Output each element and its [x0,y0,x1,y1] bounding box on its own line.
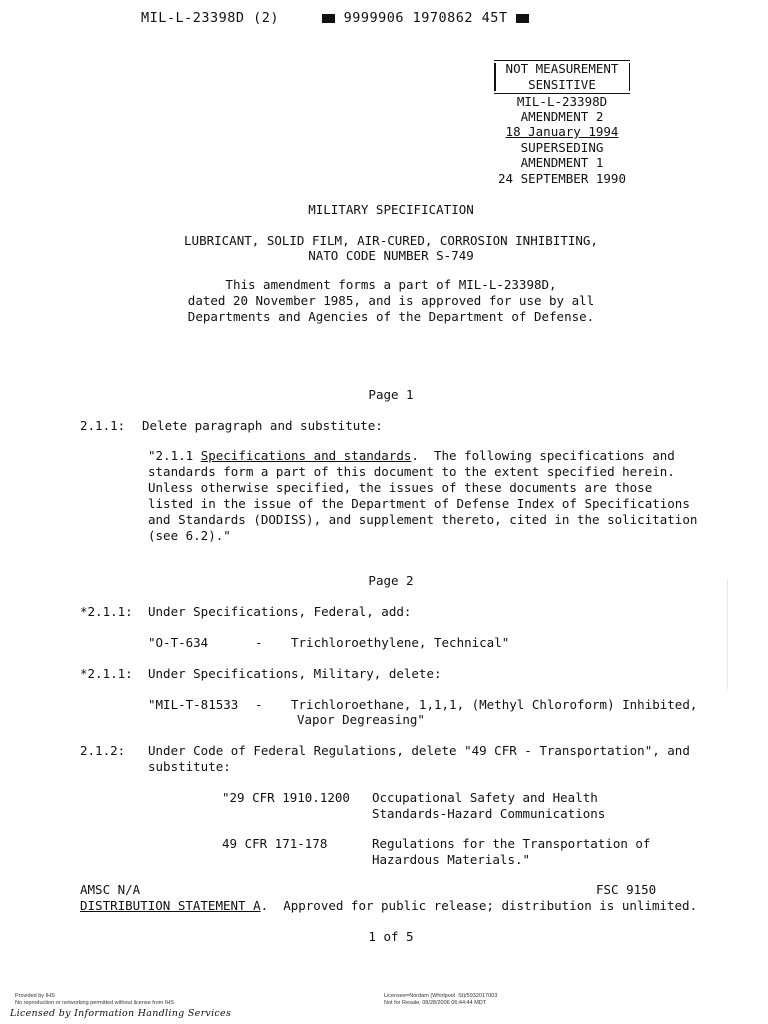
quote-title: Specifications and standards [200,448,412,463]
provider-line-1: Provided by IHS [15,993,55,999]
stamp-line1: NOT MEASUREMENT [505,61,619,76]
barcode-line [322,10,529,26]
amsc-label: AMSC N/A [80,882,141,897]
stamp-prev-amendment: AMENDMENT 1 [520,155,604,170]
provider-line-2: No reproduction or networking permitted without license from IHS [15,1000,174,1006]
quote-start: "2.1.1 [148,448,201,463]
barcode-mark-left [322,14,335,23]
intro-line-1: This amendment forms a part of MIL-L-23398D, [225,277,557,292]
subject-line-1: LUBRICANT, SOLID FILM, AIR-CURED, CORROSION INHIBITING, [184,233,598,248]
quote-first-line [148,448,675,464]
para-text: Delete paragraph and substitute: [142,418,383,433]
licensee-line-2: Not for Resale, 08/28/2006 06:44:44 MDT [384,1000,487,1006]
spec1-desc: Trichloroethylene, Technical" [291,635,510,650]
quote-line: listed in the issue of the Department of Defense Index of Specifications [148,496,690,511]
item-text: Under Specifications, Federal, add: [148,604,412,619]
distribution-text: . Approved for public release; distribution is unlimited. [260,898,698,913]
page2-heading: Page 2 [368,573,414,588]
cfr1-desc-cont: Standards-Hazard Communications [372,806,606,821]
scan-artifact-mark [727,580,732,690]
item-number: *2.1.1: [80,604,133,619]
document-id: MIL-L-23398D (2) [141,10,280,26]
spec2-id: "MIL-T-81533 [148,697,239,712]
item-text-cont: substitute: [148,759,231,774]
stamp-amendment: AMENDMENT 2 [520,109,604,124]
barcode-mark-right [516,14,529,23]
cfr1-desc: Occupational Safety and Health [372,790,598,805]
spec-type-title: MILITARY SPECIFICATION [308,202,474,217]
spec2-dash: - [255,697,263,712]
distribution-label: DISTRIBUTION STATEMENT A [80,898,261,913]
barcode-number: 9999906 1970862 45T [343,10,508,26]
page1-heading: Page 1 [368,387,414,402]
quote-line: Unless otherwise specified, the issues of these documents are those [148,480,653,495]
intro-line-2: dated 20 November 1985, and is approved for use by all [187,293,595,308]
cfr1-id: "29 CFR 1910.1200 [222,790,350,805]
cfr2-desc-cont: Hazardous Materials." [372,852,531,867]
fsc-label: FSC 9150 [596,882,657,897]
cfr2-id: 49 CFR 171-178 [222,836,328,851]
spec1-dash: - [255,635,263,650]
cfr2-desc: Regulations for the Transportation of [372,836,651,851]
para-number: 2.1.1: [80,418,126,433]
item-text: Under Specifications, Military, delete: [148,666,442,681]
page-count: 1 of 5 [368,929,414,944]
measurement-sensitivity-box [494,60,630,94]
spec2-desc: Trichloroethane, 1,1,1, (Methyl Chloroform) Inhibited, [291,697,698,712]
item-text: Under Code of Federal Regulations, delete "49 CFR - Transportation", and [148,743,690,758]
stamp-doc: MIL-L-23398D [516,94,608,109]
item-number: *2.1.1: [80,666,133,681]
licensee-line-1: Licensee=Nordam (Whirlpool St)/5932017003 [384,993,498,999]
spec2-desc-cont: Vapor Degreasing" [297,712,425,727]
spec1-id: "O-T-634 [148,635,209,650]
intro-line-3: Departments and Agencies of the Department of Defense. [187,309,595,324]
quote-line: standards form a part of this document to the extent specified herein. [148,464,675,479]
stamp-date: 18 January 1994 [505,124,619,139]
quote-rest: . The following specifications and [411,448,675,463]
stamp-prev-date: 24 SEPTEMBER 1990 [498,171,626,186]
distribution-statement [80,898,697,914]
subject-line-2: NATO CODE NUMBER S-749 [308,248,474,263]
licensed-by: Licensed by Information Handling Services [10,1008,232,1019]
item-number: 2.1.2: [80,743,126,758]
quote-line: (see 6.2)." [148,528,231,543]
stamp-superseding: SUPERSEDING [520,140,604,155]
stamp-line2: SENSITIVE [528,77,596,92]
quote-line: and Standards (DODISS), and supplement thereto, cited in the solicitation [148,512,698,527]
